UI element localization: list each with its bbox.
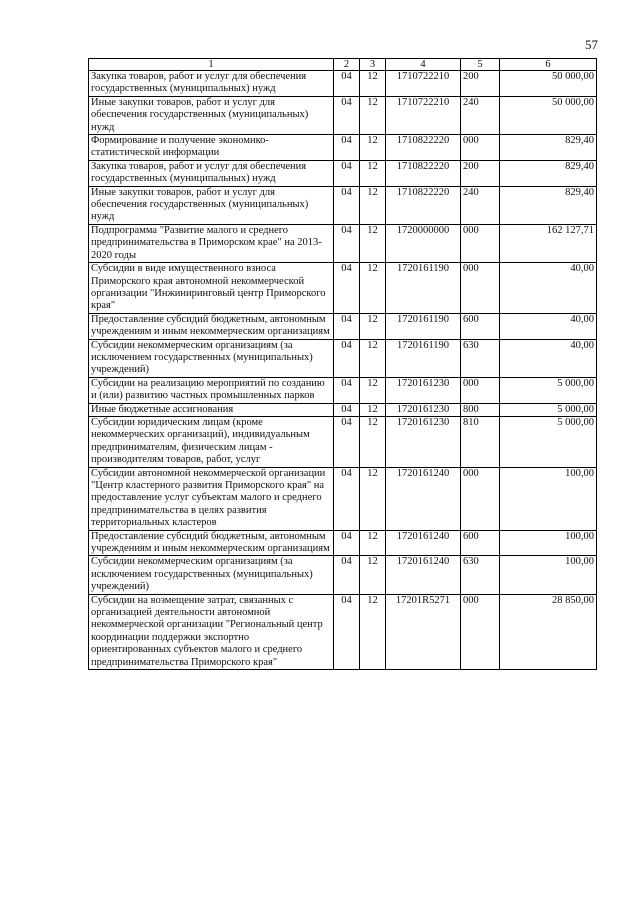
row-expense-type-cell: 200 — [461, 160, 500, 186]
row-subsection-cell: 12 — [360, 467, 386, 530]
row-amount-cell: 829,40 — [500, 160, 597, 186]
table-row — [89, 263, 597, 314]
row-target-code-cell: 1720161240 — [386, 556, 461, 594]
row-target-code-cell: 1710722210 — [386, 96, 461, 134]
header-col-2: 2 — [334, 59, 360, 71]
row-name-cell: Субсидии юридическим лицам (кроме некоммерческих организаций), индивидуальным предпринимателям, физическим лицам - производителям товаров, работ, услуг — [89, 416, 334, 467]
row-section-cell: 04 — [334, 135, 360, 161]
header-col-3: 3 — [360, 59, 386, 71]
table-row — [89, 594, 597, 669]
row-amount-cell: 5 000,00 — [500, 377, 597, 403]
row-expense-type-cell: 000 — [461, 263, 500, 314]
row-subsection-cell: 12 — [360, 96, 386, 134]
row-name-cell: Закупка товаров, работ и услуг для обеспечения государственных (муниципальных) нужд — [89, 160, 334, 186]
row-subsection-cell: 12 — [360, 263, 386, 314]
row-target-code-cell: 1710722210 — [386, 71, 461, 97]
row-subsection-cell: 12 — [360, 224, 386, 262]
row-section-cell: 04 — [334, 71, 360, 97]
row-target-code-cell: 1720161190 — [386, 313, 461, 339]
row-name-cell: Субсидии на возмещение затрат, связанных с организацией деятельности автономной некоммерческой организации "Региональный центр координации поддержки экспортно ориентированных субъектов малого и среднего предпринимательства Приморского края" — [89, 594, 334, 669]
header-col-5: 5 — [461, 59, 500, 71]
row-target-code-cell: 1720161230 — [386, 377, 461, 403]
row-expense-type-cell: 000 — [461, 594, 500, 669]
row-expense-type-cell: 000 — [461, 467, 500, 530]
row-name-cell: Закупка товаров, работ и услуг для обеспечения государственных (муниципальных) нужд — [89, 71, 334, 97]
table-row — [89, 403, 597, 416]
row-amount-cell: 829,40 — [500, 186, 597, 224]
row-expense-type-cell: 000 — [461, 377, 500, 403]
row-expense-type-cell: 630 — [461, 556, 500, 594]
table-row — [89, 313, 597, 339]
header-col-1: 1 — [89, 59, 334, 71]
row-target-code-cell: 1720161240 — [386, 530, 461, 556]
row-section-cell: 04 — [334, 339, 360, 377]
row-expense-type-cell: 600 — [461, 313, 500, 339]
row-amount-cell: 100,00 — [500, 467, 597, 530]
table-row — [89, 467, 597, 530]
row-section-cell: 04 — [334, 313, 360, 339]
table-row — [89, 416, 597, 467]
row-expense-type-cell: 240 — [461, 186, 500, 224]
row-section-cell: 04 — [334, 224, 360, 262]
row-section-cell: 04 — [334, 96, 360, 134]
row-section-cell: 04 — [334, 263, 360, 314]
row-amount-cell: 100,00 — [500, 530, 597, 556]
table-body — [89, 71, 597, 670]
row-name-cell: Иные закупки товаров, работ и услуг для обеспечения государственных (муниципальных) нужд — [89, 186, 334, 224]
row-amount-cell: 5 000,00 — [500, 416, 597, 467]
row-section-cell: 04 — [334, 416, 360, 467]
table-row — [89, 377, 597, 403]
row-subsection-cell: 12 — [360, 530, 386, 556]
row-amount-cell: 100,00 — [500, 556, 597, 594]
row-section-cell: 04 — [334, 186, 360, 224]
row-amount-cell: 162 127,71 — [500, 224, 597, 262]
row-section-cell: 04 — [334, 377, 360, 403]
row-subsection-cell: 12 — [360, 313, 386, 339]
table-row — [89, 339, 597, 377]
row-section-cell: 04 — [334, 403, 360, 416]
row-target-code-cell: 1720161190 — [386, 339, 461, 377]
table-row — [89, 224, 597, 262]
row-target-code-cell: 1720000000 — [386, 224, 461, 262]
row-subsection-cell: 12 — [360, 135, 386, 161]
row-section-cell: 04 — [334, 594, 360, 669]
page-number: 57 — [585, 37, 598, 52]
row-subsection-cell: 12 — [360, 416, 386, 467]
table-row — [89, 96, 597, 134]
row-amount-cell: 28 850,00 — [500, 594, 597, 669]
row-expense-type-cell: 810 — [461, 416, 500, 467]
row-amount-cell: 40,00 — [500, 339, 597, 377]
row-name-cell: Иные бюджетные ассигнования — [89, 403, 334, 416]
row-target-code-cell: 17201R5271 — [386, 594, 461, 669]
table-row — [89, 556, 597, 594]
row-target-code-cell: 1720161230 — [386, 416, 461, 467]
row-name-cell: Предоставление субсидий бюджетным, автономным учреждениям и иным некоммерческим организациям — [89, 530, 334, 556]
row-expense-type-cell: 240 — [461, 96, 500, 134]
budget-table — [88, 58, 597, 670]
table-row — [89, 186, 597, 224]
row-amount-cell: 5 000,00 — [500, 403, 597, 416]
table-row — [89, 160, 597, 186]
row-expense-type-cell: 000 — [461, 224, 500, 262]
table-row — [89, 530, 597, 556]
row-subsection-cell: 12 — [360, 594, 386, 669]
row-name-cell: Субсидии в виде имущественного взноса Приморского края автономной некоммерческой организации "Инжиниринговый центр Приморского края" — [89, 263, 334, 314]
row-subsection-cell: 12 — [360, 160, 386, 186]
row-name-cell: Иные закупки товаров, работ и услуг для обеспечения государственных (муниципальных) нужд — [89, 96, 334, 134]
row-subsection-cell: 12 — [360, 186, 386, 224]
row-expense-type-cell: 200 — [461, 71, 500, 97]
row-subsection-cell: 12 — [360, 377, 386, 403]
header-col-6: 6 — [500, 59, 597, 71]
table-header-row — [89, 59, 597, 71]
row-expense-type-cell: 000 — [461, 135, 500, 161]
table-row — [89, 71, 597, 97]
row-section-cell: 04 — [334, 160, 360, 186]
row-subsection-cell: 12 — [360, 403, 386, 416]
row-section-cell: 04 — [334, 530, 360, 556]
row-target-code-cell: 1720161190 — [386, 263, 461, 314]
row-amount-cell: 40,00 — [500, 263, 597, 314]
row-section-cell: 04 — [334, 467, 360, 530]
row-subsection-cell: 12 — [360, 71, 386, 97]
row-name-cell: Предоставление субсидий бюджетным, автономным учреждениям и иным некоммерческим организациям — [89, 313, 334, 339]
row-amount-cell: 50 000,00 — [500, 96, 597, 134]
row-target-code-cell: 1710822220 — [386, 186, 461, 224]
row-target-code-cell: 1710822220 — [386, 135, 461, 161]
row-amount-cell: 829,40 — [500, 135, 597, 161]
row-target-code-cell: 1720161240 — [386, 467, 461, 530]
row-name-cell: Субсидии некоммерческим организациям (за исключением государственных (муниципальных) учреждений) — [89, 339, 334, 377]
row-section-cell: 04 — [334, 556, 360, 594]
row-name-cell: Подпрограмма "Развитие малого и среднего предпринимательства в Приморском крае" на 2013-2020 годы — [89, 224, 334, 262]
row-name-cell: Субсидии на реализацию мероприятий по созданию и (или) развитию частных промышленных парков — [89, 377, 334, 403]
row-expense-type-cell: 800 — [461, 403, 500, 416]
row-expense-type-cell: 600 — [461, 530, 500, 556]
row-subsection-cell: 12 — [360, 339, 386, 377]
row-expense-type-cell: 630 — [461, 339, 500, 377]
row-target-code-cell: 1720161230 — [386, 403, 461, 416]
row-name-cell: Субсидии некоммерческим организациям (за исключением государственных (муниципальных) учреждений) — [89, 556, 334, 594]
row-name-cell: Субсидии автономной некоммерческой организации "Центр кластерного развития Приморского края" на предоставление услуг субъектам малого и среднего предпринимательства в целях развития территориальных кластеров — [89, 467, 334, 530]
row-amount-cell: 40,00 — [500, 313, 597, 339]
row-subsection-cell: 12 — [360, 556, 386, 594]
header-col-4: 4 — [386, 59, 461, 71]
table-row — [89, 135, 597, 161]
row-amount-cell: 50 000,00 — [500, 71, 597, 97]
row-name-cell: Формирование и получение экономико-статистической информации — [89, 135, 334, 161]
row-target-code-cell: 1710822220 — [386, 160, 461, 186]
